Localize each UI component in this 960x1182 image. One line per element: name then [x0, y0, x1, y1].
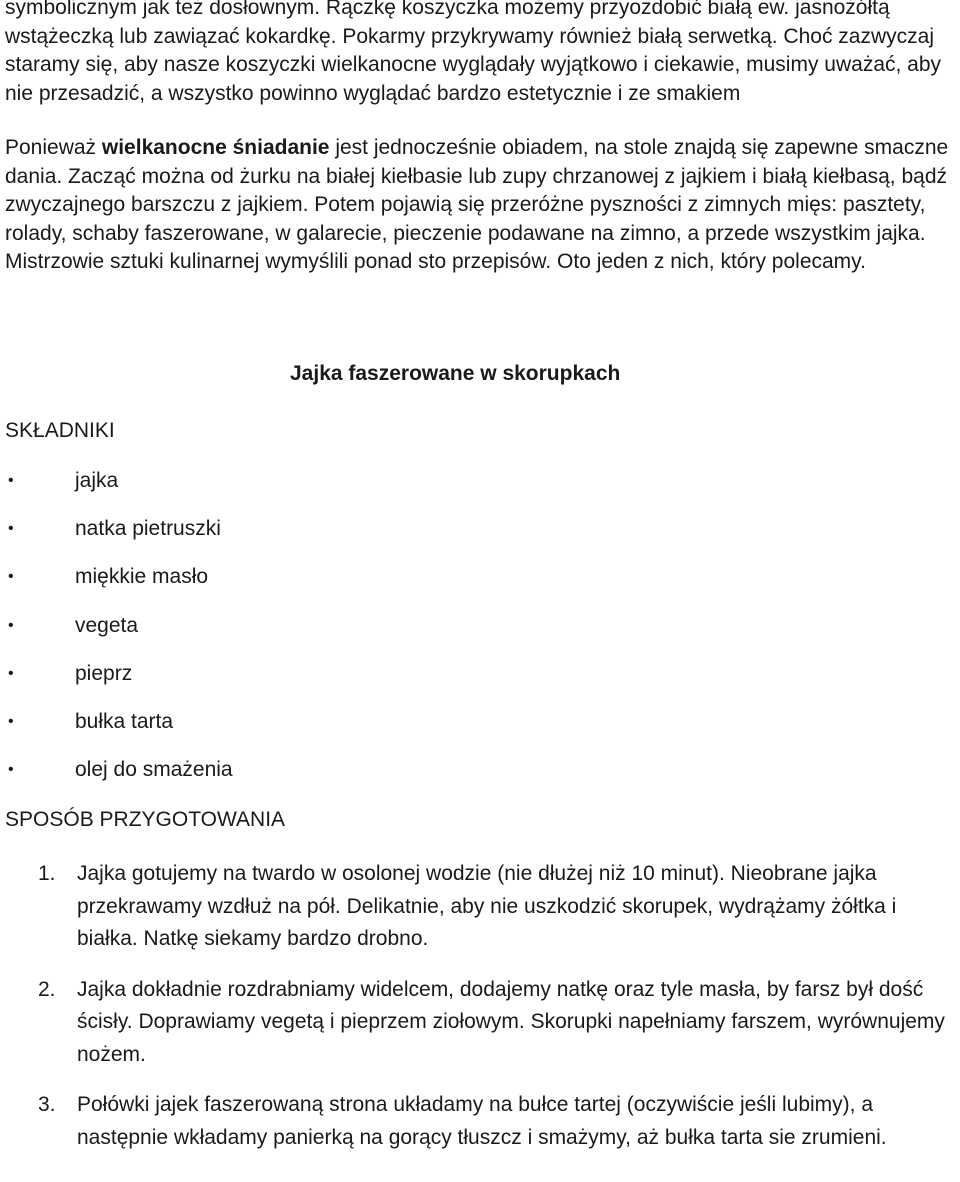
step-text: Jajka dokładnie rozdrabniamy widelcem, dodajemy natkę oraz tyle masła, by farsz był dość ścisły. Doprawiamy vegetą i pieprzem ziołowym. Skorupki napełniamy farszem, wyrównujemy nożem.: [77, 977, 945, 1066]
ingredient-text: miękkie masło: [75, 565, 209, 589]
recipe-title: Jajka faszerowane w skorupkach: [290, 362, 621, 385]
steps-list: [0, 858, 960, 1154]
step-item: [0, 974, 955, 1072]
ingredients-heading: SKŁADNIKI: [5, 419, 115, 442]
step-text: Jajka gotujemy na twardo w osolonej wodzie (nie dłużej niż 10 minut). Nieobrane jajka przekrawamy wzdłuż na pół. Delikatnie, aby nie uszkodzić skorupek, wydrążamy żółtka i białka. Natkę siekamy bardzo drobno.: [77, 862, 897, 950]
bullet-icon: •: [8, 520, 14, 538]
step-text: Połówki jajek faszerowaną strona układamy na bułce tartej (oczywiście jeśli lubimy), a następnie wkładamy panierką na gorący tłuszcz i smażymy, aż bułka tarta sie zrumieni.: [77, 1093, 887, 1149]
bullet-icon: •: [8, 616, 14, 634]
second-paragraph-emphasis: wielkanocne śniadanie: [101, 136, 330, 159]
step-item: [0, 858, 955, 956]
method-heading: SPOSÓB PRZYGOTOWANIA: [5, 808, 286, 831]
bullet-icon: •: [8, 664, 14, 682]
ingredient-text: jajka: [75, 469, 119, 492]
ingredient-text: pieprz: [75, 661, 133, 685]
ingredient-text: olej do smażenia: [75, 758, 233, 782]
step-item: [0, 1089, 955, 1154]
step-number: 1.: [38, 862, 56, 885]
ingredient-text: vegeta: [75, 613, 139, 637]
second-paragraph: [5, 134, 955, 277]
second-paragraph-rest: jest jednocześnie obiadem, na stole znajdą się zapewne smaczne dania. Zacząć można od żurku na białej kiełbasie lub zupy chrzanowej z jajkiem i białą kiełbasą, bądź zwyczajnego barszczu z jajkiem. Potem pojawią się przeróżne pyszności z zimnych mięs: pasztety, rolady, schaby faszerowane, w galarecie, pieczenie podawane na zimno, a przede wszystkim jajka. Mistrzowie sztuki kulinarnej wymyślili ponad sto przepisów. Oto jeden z nich, który polecamy.: [5, 136, 949, 273]
bullet-icon: •: [8, 712, 14, 730]
bullet-icon: •: [8, 568, 14, 586]
intro-paragraph: symbolicznym jak też dosłownym. Rączkę koszyczka możemy przyozdobić białą ew. jasnożółtą wstążeczką lub zawiązać kokardkę. Pokarmy przykrywamy również białą serwetką. Choć zazwyczaj staramy się, aby nasze koszyczki wielkanocne wyglądały wyjątkowo i ciekawie, musimy uważać, aby nie przesadzić, a wszystko powinno wyglądać bardzo estetycznie i ze smakiem: [5, 0, 942, 105]
document-body: [5, 0, 955, 277]
second-paragraph-lead: Ponieważ: [5, 136, 102, 159]
ingredient-text: bułka tarta: [75, 709, 174, 733]
ingredient-text: natka pietruszki: [75, 517, 221, 541]
bullet-icon: •: [8, 761, 14, 779]
step-number: 2.: [38, 977, 56, 1001]
step-number: 3.: [38, 1093, 56, 1116]
bullet-icon: •: [8, 472, 14, 489]
